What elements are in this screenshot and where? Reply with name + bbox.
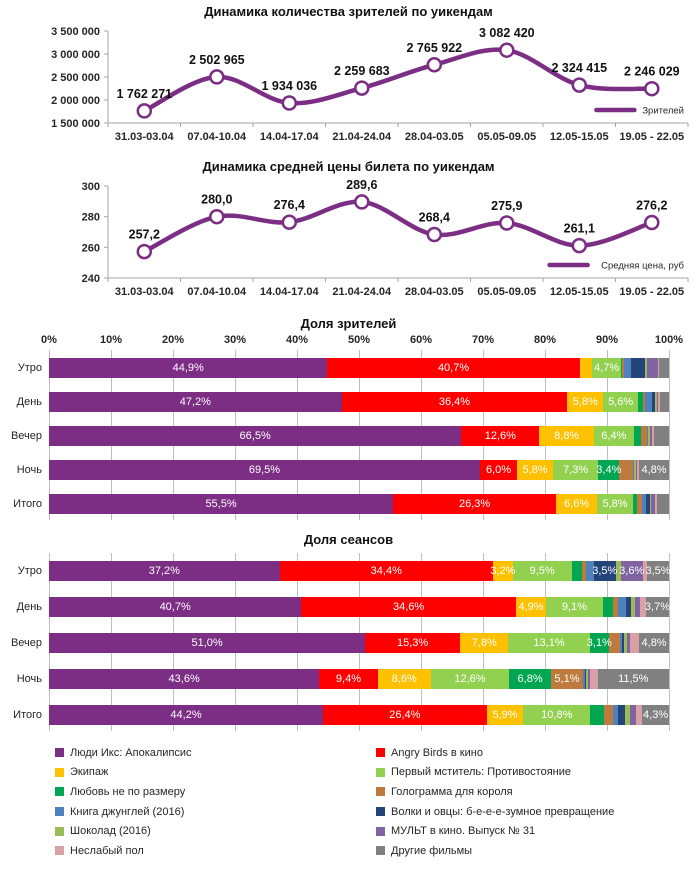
data-label: 2 259 683 (333, 64, 390, 79)
bar-segment (590, 669, 597, 689)
row-label: Вечер (10, 637, 42, 649)
bar-row-утро (17, 561, 671, 581)
data-point-marker (210, 70, 223, 83)
bar-segment (619, 460, 633, 480)
bar-segment (49, 358, 327, 378)
bar-row-итого (13, 705, 669, 725)
bar-segment (49, 392, 342, 412)
bar-segment (280, 561, 493, 581)
bar-segment (654, 426, 669, 446)
svg-text:2 500 000: 2 500 000 (51, 72, 100, 84)
segment-value-label: 5,9% (492, 709, 518, 721)
bar-segment (618, 597, 626, 617)
bar-row-день (16, 392, 669, 412)
legend-item (376, 821, 697, 841)
legend-item (55, 763, 376, 783)
legend-color-swatch (376, 748, 385, 757)
bar-segment (49, 669, 319, 689)
sessions-share-title: Доля сеансов (303, 532, 394, 547)
bar-segment (657, 494, 669, 514)
data-label: 275,9 (491, 199, 523, 213)
segment-value-label: 43,6% (168, 673, 200, 685)
legend-item (55, 782, 376, 802)
data-point-marker (355, 82, 368, 95)
bar-segment (659, 358, 669, 378)
bar-segment (551, 669, 583, 689)
bar-segment (603, 597, 613, 617)
bar-segment (461, 426, 539, 446)
bar-segment (592, 358, 621, 378)
bar-rows (10, 350, 669, 520)
bar-segment (431, 669, 509, 689)
legend-item (376, 782, 697, 802)
legend-film-name: Неслабый пол (70, 844, 144, 857)
bar-segment (49, 494, 393, 514)
bar-segment (580, 358, 592, 378)
segment-value-label: 5,1% (554, 673, 580, 685)
segment-value-label: 15,3% (397, 637, 429, 649)
segment-value-label: 44,9% (172, 362, 204, 374)
percent-tick-label: 100% (654, 334, 684, 346)
segment-value-label: 40,7% (159, 601, 191, 613)
data-label: 280,0 (201, 192, 233, 207)
bar-segment (634, 426, 641, 446)
legend-color-swatch (376, 787, 385, 796)
viewers-line-plot (0, 21, 697, 153)
legend-item (55, 802, 376, 822)
bar-segment (378, 669, 431, 689)
bar-segment (639, 633, 669, 653)
bar-row-ночь (16, 460, 669, 480)
bar-segment (480, 460, 517, 480)
svg-text:1 500 000: 1 500 000 (51, 118, 100, 130)
bar-segment (594, 561, 616, 581)
svg-text:28.04-03.05: 28.04-03.05 (404, 286, 464, 298)
bar-segment (327, 358, 579, 378)
segment-value-label: 36,4% (438, 396, 471, 408)
data-point-marker (573, 79, 586, 92)
segment-value-label: 3,5% (592, 565, 618, 577)
data-label: 3 082 420 (478, 26, 535, 41)
data-point-marker (573, 239, 586, 252)
data-label: 2 324 415 (551, 61, 608, 76)
svg-text:14.04-17.04: 14.04-17.04 (259, 286, 319, 298)
svg-text:19.05 - 22.05: 19.05 - 22.05 (619, 286, 685, 298)
data-label: 1 934 036 (261, 79, 318, 93)
svg-text:2 000 000: 2 000 000 (51, 95, 100, 107)
bar-row-утро (17, 358, 669, 378)
segment-value-label: 51,0% (191, 637, 223, 649)
segment-value-label: 4,7% (594, 362, 620, 374)
segment-value-label: 3,6% (619, 565, 645, 577)
legend-color-swatch (55, 787, 64, 796)
viewers-share-title: Доля зрителей (300, 316, 397, 331)
legend-film-name: Другие фильмы (391, 844, 473, 857)
legend-column-right (376, 743, 697, 861)
svg-text:300: 300 (81, 181, 100, 193)
bar-segment (539, 426, 594, 446)
svg-text:14.04-17.04: 14.04-17.04 (259, 131, 319, 143)
bar-row-вечер (10, 426, 669, 446)
bar-segment (490, 561, 516, 581)
bar-segment (509, 669, 551, 689)
segment-value-label: 3,5% (645, 565, 671, 577)
data-label: 2 502 965 (188, 52, 245, 67)
data-label: 1 762 271 (116, 86, 173, 101)
percent-tick-label: 60% (409, 334, 433, 346)
percent-tick-label: 0% (41, 334, 57, 346)
bar-segment (647, 358, 658, 378)
bar-segment (553, 460, 598, 480)
legend-color-swatch (376, 846, 385, 855)
data-label: 276,4 (273, 198, 305, 213)
data-point-marker (428, 228, 441, 241)
data-point-marker (283, 97, 296, 110)
svg-text:07.04-10.04: 07.04-10.04 (187, 131, 247, 143)
bar-segment (460, 633, 508, 653)
legend-color-swatch (376, 807, 385, 816)
line-chart-svg (0, 176, 697, 308)
bar-segment (508, 633, 589, 653)
data-label: 2 246 029 (623, 64, 680, 79)
segment-value-label: 4,8% (641, 464, 667, 476)
segment-value-label: 66,5% (239, 430, 271, 442)
viewers-share-chart (0, 316, 697, 520)
segment-value-label: 6,0% (485, 464, 512, 476)
svg-text:07.04-10.04: 07.04-10.04 (187, 286, 247, 298)
bar-segment (487, 705, 524, 725)
segment-value-label: 8,8% (554, 430, 580, 442)
legend-film-name: Первый мститель: Противостояние (391, 766, 572, 779)
legend-color-swatch (55, 768, 64, 777)
bar-segment (647, 561, 669, 581)
segment-value-label: 5,8% (572, 396, 598, 408)
bar-segment (594, 426, 634, 446)
row-label: Ночь (16, 464, 42, 476)
legend-color-swatch (55, 748, 64, 757)
segment-value-label: 6,4% (601, 430, 627, 442)
bar-rows (10, 553, 671, 731)
bar-segment (660, 392, 669, 412)
sessions-share-chart (0, 532, 697, 731)
bar-segment (319, 669, 377, 689)
segment-value-label: 69,5% (248, 464, 281, 476)
bar-segment (621, 561, 643, 581)
legend-film-name: Голограмма для короля (391, 785, 513, 798)
legend-color-swatch (376, 768, 385, 777)
percent-tick-label: 90% (595, 334, 619, 346)
bar-segment (365, 633, 460, 653)
segment-value-label: 7,8% (471, 637, 497, 649)
legend-color-swatch (376, 827, 385, 836)
segment-value-label: 4,9% (518, 601, 544, 613)
percent-axis (41, 333, 684, 350)
svg-text:12.05-15.05: 12.05-15.05 (549, 131, 609, 143)
legend-column-left (55, 743, 376, 861)
svg-text:21.04-24.04: 21.04-24.04 (332, 286, 392, 298)
bar-segment (618, 705, 625, 725)
price-line-plot (0, 176, 697, 308)
bar-segment (590, 705, 604, 725)
segment-value-label: 5,8% (602, 498, 628, 510)
segment-value-label: 3,1% (586, 637, 612, 649)
row-label: Утро (17, 565, 42, 577)
segment-value-label: 55,5% (205, 498, 237, 510)
row-label: Итого (13, 498, 42, 510)
segment-value-label: 12,6% (454, 673, 486, 685)
legend-item (55, 743, 376, 763)
svg-text:3 000 000: 3 000 000 (51, 49, 100, 61)
data-label: 257,2 (128, 227, 160, 242)
bar-segment (516, 597, 546, 617)
bar-segment (598, 669, 669, 689)
bar-row-ночь (16, 669, 669, 689)
legend-label: Зрителей (642, 105, 684, 117)
percent-tick-label: 50% (347, 334, 371, 346)
percent-tick-label: 80% (533, 334, 557, 346)
svg-text:05.05-09.05: 05.05-09.05 (477, 131, 537, 143)
bar-segment (49, 460, 480, 480)
price-chart-title: Динамика средней цены билета по уикендам (202, 159, 495, 174)
svg-text:31.03-03.04: 31.03-03.04 (114, 131, 174, 143)
legend-film-name: МУЛЬТ в кино. Выпуск № 31 (391, 825, 536, 838)
bar-segment (513, 561, 572, 581)
segment-value-label: 8,6% (391, 673, 417, 685)
svg-text:21.04-24.04: 21.04-24.04 (332, 131, 392, 143)
segment-value-label: 4,3% (643, 709, 669, 721)
percent-tick-label: 30% (223, 334, 247, 346)
legend-item (376, 743, 697, 763)
bar-segment (517, 460, 553, 480)
segment-value-label: 3,4% (596, 464, 622, 476)
line-chart-svg (0, 21, 697, 153)
svg-text:28.04-03.05: 28.04-03.05 (404, 131, 464, 143)
bar-segment (596, 460, 622, 480)
viewers-line-chart (0, 4, 697, 153)
segment-value-label: 34,4% (370, 565, 402, 577)
bar-segment (646, 597, 669, 617)
data-point-marker (500, 44, 513, 57)
legend-item (376, 841, 697, 861)
segment-value-label: 11,5% (618, 673, 649, 685)
segment-value-label: 7,3% (563, 464, 589, 476)
segment-value-label: 34,6% (392, 601, 425, 613)
legend-film-name: Люди Икс: Апокалипсис (70, 746, 192, 759)
segment-value-label: 5,6% (608, 396, 634, 408)
data-point-marker (210, 210, 223, 223)
bar-segment (301, 597, 516, 617)
films-legend (55, 743, 697, 861)
bar-segment (604, 705, 613, 725)
viewers-chart-title: Динамика количества зрителей по уикендам (204, 4, 493, 19)
segment-value-label: 44,2% (170, 709, 202, 721)
bar-segment (603, 392, 638, 412)
data-point-marker (428, 58, 441, 71)
bar-segment (630, 633, 639, 653)
row-label: Ночь (16, 673, 42, 685)
legend-item (55, 821, 376, 841)
bar-segment (393, 494, 556, 514)
legend-film-name: Шоколад (2016) (70, 825, 151, 838)
segment-value-label: 47,2% (179, 396, 211, 408)
row-label: День (16, 601, 42, 613)
percent-tick-label: 20% (161, 334, 185, 346)
legend-film-name: Экипаж (70, 766, 109, 779)
segment-value-label: 3,2% (490, 565, 516, 577)
data-label: 2 765 922 (406, 40, 463, 55)
segment-value-label: 12,6% (484, 430, 516, 442)
bar-segment (586, 633, 612, 653)
bar-segment (645, 392, 652, 412)
bar-segment (572, 561, 582, 581)
bar-segment (546, 597, 602, 617)
bar-segment (342, 392, 568, 412)
percent-tick-label: 40% (285, 334, 309, 346)
price-line-chart (0, 159, 697, 308)
data-point-marker (355, 195, 368, 208)
data-label: 289,6 (346, 177, 378, 192)
data-point-marker (138, 104, 151, 117)
legend-film-name: Angry Birds в кино (391, 746, 483, 759)
data-point-marker (138, 245, 151, 258)
bar-segment (49, 597, 301, 617)
data-label: 276,2 (636, 198, 668, 213)
segment-value-label: 3,7% (644, 601, 670, 613)
bar-segment (49, 561, 280, 581)
legend-item (376, 802, 697, 822)
bar-segment (49, 633, 365, 653)
bar-segment (642, 705, 669, 725)
bar-segment (597, 494, 633, 514)
segment-value-label: 6,6% (564, 498, 590, 510)
bar-segment (323, 705, 487, 725)
legend-item (55, 841, 376, 861)
segment-value-label: 9,4% (335, 673, 361, 685)
bar-segment (624, 358, 631, 378)
data-point-marker (645, 216, 658, 229)
svg-text:19.05 - 22.05: 19.05 - 22.05 (619, 131, 685, 143)
bar-segment (631, 358, 645, 378)
svg-text:240: 240 (81, 273, 100, 285)
segment-value-label: 26,4% (389, 709, 421, 721)
segment-value-label: 6,8% (517, 673, 543, 685)
svg-text:3 500 000: 3 500 000 (51, 26, 100, 38)
bar-segment (567, 392, 603, 412)
svg-text:280: 280 (81, 211, 100, 224)
segment-value-label: 40,7% (437, 362, 470, 374)
viewers-share-plot (10, 350, 669, 520)
legend-film-name: Любовь не по размеру (70, 785, 186, 798)
segment-value-label: 10,8% (541, 709, 573, 721)
bar-segment (639, 460, 669, 480)
svg-text:260: 260 (81, 242, 100, 255)
legend-film-name: Волки и овцы: б-е-е-е-зумное превращение (391, 805, 615, 818)
legend-film-name: Книга джунглей (2016) (70, 805, 185, 818)
percent-tick-label: 70% (471, 334, 495, 346)
row-label: День (16, 396, 42, 408)
bar-segment (523, 705, 590, 725)
bar-row-день (16, 597, 670, 617)
data-point-marker (500, 217, 513, 230)
grid-line (669, 553, 670, 731)
legend-color-swatch (55, 846, 64, 855)
segment-value-label: 9,5% (529, 565, 555, 577)
percent-tick-label: 10% (99, 334, 123, 346)
svg-text:05.05-09.05: 05.05-09.05 (477, 286, 537, 298)
svg-text:12.05-15.05: 12.05-15.05 (549, 286, 609, 298)
legend-item (376, 763, 697, 783)
grid-line (669, 350, 670, 520)
segment-value-label: 26,3% (459, 498, 491, 510)
bar-segment (556, 494, 597, 514)
segment-value-label: 5,8% (522, 464, 548, 476)
legend-color-swatch (55, 807, 64, 816)
data-point-marker (645, 82, 658, 95)
segment-value-label: 37,2% (148, 565, 180, 577)
legend-color-swatch (55, 827, 64, 836)
data-label: 261,1 (563, 221, 595, 236)
bar-row-вечер (10, 633, 669, 653)
svg-text:31.03-03.04: 31.03-03.04 (114, 286, 174, 298)
segment-value-label: 13,1% (533, 637, 565, 649)
row-label: Утро (17, 362, 42, 374)
segment-value-label: 9,1% (561, 601, 587, 613)
bar-segment (49, 705, 323, 725)
bar-row-итого (13, 494, 669, 514)
data-point-marker (283, 216, 296, 229)
bar-segment (49, 426, 461, 446)
row-label: Итого (13, 709, 42, 721)
segment-value-label: 4,8% (641, 637, 667, 649)
sessions-share-plot (10, 553, 671, 731)
data-label: 268,4 (418, 210, 450, 225)
row-label: Вечер (10, 430, 42, 442)
legend-label: Средняя цена, руб (601, 260, 684, 272)
